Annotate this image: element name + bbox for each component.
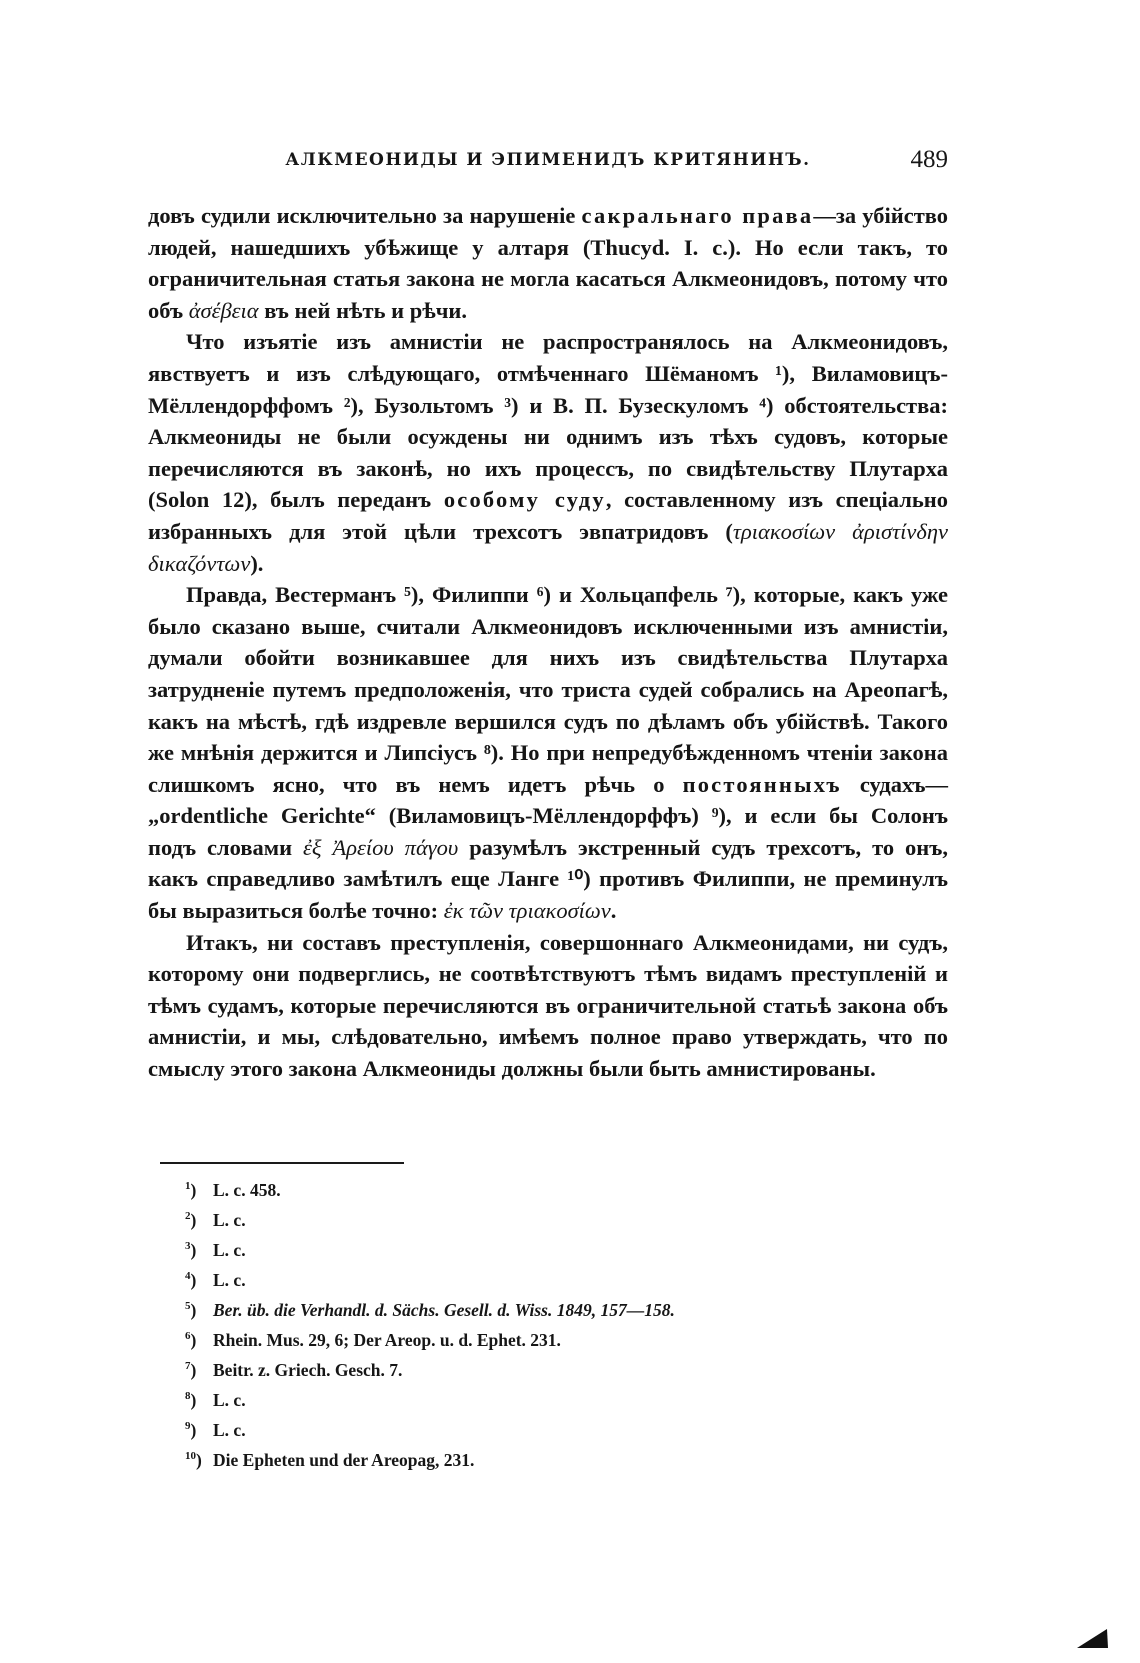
footnote: [185, 1263, 945, 1293]
footnotes-list: [185, 1173, 945, 1473]
text-run: въ ней нѣть и рѣчи.: [258, 297, 468, 323]
footnote-separator: [160, 1162, 404, 1164]
running-head: [148, 146, 948, 184]
footnote: [185, 1413, 945, 1443]
footnote-marker: $^8$): [185, 1390, 197, 1411]
paragraph: [148, 326, 948, 579]
page-number: 489: [910, 146, 948, 173]
footnote-text: L. c.: [213, 1209, 246, 1230]
footnote: [185, 1293, 945, 1323]
body-text: [148, 200, 948, 1085]
footnote-text: L. c.: [213, 1420, 246, 1441]
footnote: [185, 1383, 945, 1413]
text-run: Итакъ, ни составъ преступленія, совершоннаго Алкмеонидами, ни судъ, которому они подверглись, не соотвѣтствуютъ тѣмъ видамъ преступленій и тѣмъ судамъ, которые перечисляются въ ограничительной статьѣ закона объ амнистіи, и мы, слѣдовательно, имѣемъ полное право утверждать, что по смыслу этого закона Алкмеониды должны были быть амнистированы.: [148, 929, 948, 1082]
footnote: [185, 1323, 945, 1353]
text-run: разумѣлъ экстренный судъ трехсотъ, то онъ, какъ справедливо замѣтилъ еще Ланге ¹⁰) противъ Филиппи, не преминулъ бы выразиться болѣе точно:: [148, 834, 949, 924]
text-run: —за убійство людей, нашедшихъ убѣжище у алтаря (Thucyd. I. c.). Но если такъ, то ограничительная статья закона не могла касаться Алкмеонидовъ, потому что объ: [148, 203, 948, 323]
footnote-text: L. c.: [213, 1269, 246, 1290]
emphasis-spaced: сакральнаго права: [581, 203, 814, 228]
footnote: [185, 1173, 945, 1203]
footnote: [185, 1353, 945, 1383]
footnote: [185, 1203, 945, 1233]
footnote-marker: $^4$): [185, 1269, 197, 1290]
footnote-text: L. c. 458.: [213, 1179, 281, 1200]
text-run: судахъ—„ordentliche Gerichte“ (Виламовицъ-Мёллендорффъ) ⁹), и если бы Солонъ подъ словами: [148, 771, 948, 860]
footnote-text: L. c.: [213, 1239, 246, 1260]
running-title: АЛКМЕОНИДЫ И ЭПИМЕНИДЪ КРИТЯНИНЪ.: [285, 150, 811, 170]
footnote-marker: $^3$): [185, 1239, 197, 1260]
footnote-text: Die Epheten und der Areopag, 231.: [213, 1450, 475, 1471]
footnote-marker: $^6$): [185, 1329, 197, 1350]
paragraph: [148, 927, 948, 1085]
greek-phrase: ἀσέβεια: [188, 297, 259, 323]
paragraph: [148, 579, 948, 927]
greek-phrase: ἐξ Ἀρείου πάγου: [303, 834, 459, 860]
greek-phrase: τριακοσίων ἀριστίνδην δικαζόντων: [148, 518, 948, 576]
footnote-marker: $^1$): [185, 1179, 197, 1200]
emphasis-spaced: постоянныхъ: [682, 771, 842, 797]
footnote-text: Ber. üb. die Verhandl. d. Sächs. Gesell. d. Wiss. 1849, 157—158.: [213, 1299, 675, 1320]
ink-blot-mark: [1075, 1627, 1109, 1649]
paragraph: [148, 200, 948, 326]
footnote: [185, 1233, 945, 1263]
footnote-text: Rhein. Mus. 29, 6; Der Areop. u. d. Ephet. 231.: [213, 1329, 561, 1350]
text-run: .: [610, 898, 617, 924]
footnote-text: L. c.: [213, 1390, 246, 1411]
text-run: Правда, Вестерманъ ⁵), Филиппи ⁶) и Хольцапфель ⁷), которые, какъ уже было сказано выше, считали Алкмеонидовъ исключенными изъ амнистіи, думали обойти возникавшее для нихъ изъ свидѣтельства Плутарха затрудненіе путемъ предположенія, что триста судей собрались на Ареопагѣ, какъ на мѣстѣ, гдѣ издревле вершился судъ по дѣламъ объ убійствѣ. Такого же мнѣнія держится и Липсіусъ ⁸). Но при непредубѣжденномъ чтеніи закона слишкомъ ясно, что въ немъ идетъ рѣчь о: [148, 582, 948, 797]
greek-phrase: ἐκ τῶν τριακοσίων: [443, 898, 611, 924]
footnote-marker: $^7$): [185, 1360, 197, 1381]
emphasis-spaced: особому суду: [443, 487, 606, 513]
footnote-text: Beitr. z. Griech. Gesch. 7.: [213, 1360, 403, 1381]
text-run: Что изъятіе изъ амнистіи не распространялось на Алкмеонидовъ, явствуетъ и изъ слѣдующаго, отмѣченнаго Шёманомъ ¹), Виламовицъ-Мёллендорффомъ ²), Бузольтомъ ³) и В. П. Бузескуломъ ⁴) обстоятельства: Алкмеониды не были осуждены ни однимъ изъ тѣхъ судовъ, которые перечисляются въ законѣ, но ихъ процессъ, по свидѣтельству Плутарха (Solon 12), былъ переданъ: [148, 329, 948, 513]
footnote-marker: $^9$): [185, 1420, 197, 1441]
footnote-marker: $^2$): [185, 1209, 197, 1230]
footnote: [185, 1443, 945, 1473]
text-run: довъ судили исключительно за нарушеніе: [148, 203, 582, 228]
text-run: , составленному изъ спеціально избранныхъ для этой цѣли трехсотъ эвпатридовъ (: [148, 487, 948, 544]
text-run: ).: [250, 550, 264, 576]
footnote-marker: $^{10}$): [185, 1450, 202, 1471]
footnote-marker: $^5$): [185, 1299, 197, 1320]
